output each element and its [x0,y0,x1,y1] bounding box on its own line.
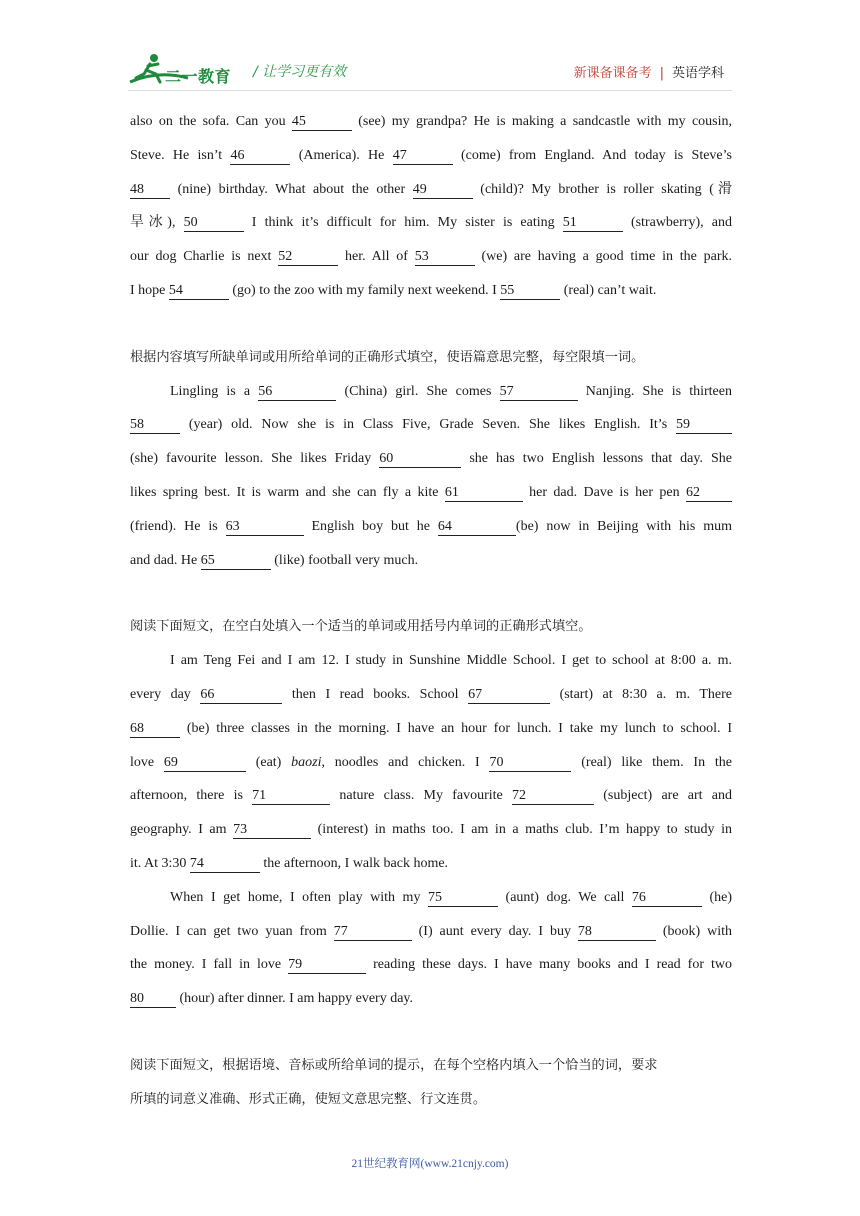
passage-line: it. At 3:30 74 the afternoon, I walk back home. [130,855,449,871]
passage-line: every day 66 then I read books. School 67 (start) at 8:30 a. m. There [130,686,733,702]
answer-blank[interactable]: 77 [334,924,412,941]
answer-blank[interactable]: 72 [512,788,594,805]
answer-blank[interactable]: 76 [632,890,702,907]
answer-blank[interactable]: 51 [563,215,623,232]
passage-line: 旱冰), 50 I think it’s difficult for him. My sister is eating 51 (strawberry), and [130,215,732,231]
passage-line: (she) favourite lesson. She likes Friday 60 she has two English lessons that day. She [130,451,732,467]
course-label: 新课备课备考 [573,66,652,81]
passage-line: 58 (year) old. Now she is in Class Five, Grade Seven. She likes English. It’s 59 [130,408,732,442]
passage-line: and dad. He 65 (like) football very much. [130,552,419,568]
passage-line: When I get home, I often play with my 75 (aunt) dog. We call 76 (he) [170,889,732,905]
answer-blank[interactable]: 60 [379,451,461,468]
answer-blank[interactable]: 64 [438,519,516,536]
answer-blank[interactable]: 61 [445,485,523,502]
answer-blank[interactable]: 56 [258,384,336,401]
passage-line: 80 (hour) after dinner. I am happy every day. [130,991,413,1007]
answer-blank[interactable]: 68 [130,721,180,738]
section-instruction: 阅读下面短文，根据语境、音标或所给单词的提示，在每个空格内填入一个恰当的词，要求 [130,1057,658,1073]
page-header [0,0,860,100]
passage-line: Dollie. I can get two yuan from 77 (I) aunt every day. I buy 78 (book) with [130,923,732,939]
logo-text: 二一教育 [165,67,232,86]
section-instruction: 根据内容填写所缺单词或用所给单词的正确形式填空，使语篇意思完整，每空限填一词。 [130,349,645,365]
answer-blank[interactable]: 78 [578,924,656,941]
answer-blank[interactable]: 65 [201,553,271,570]
passage-line: love 69 (eat) baozi, noodles and chicken. I 70 (real) like them. In the [130,754,732,770]
slogan: / 让学习更有效 [253,64,347,80]
passage-line: 68 (be) three classes in the morning. I have an hour for lunch. I take my lunch to school. I [130,720,732,736]
passage-line: geography. I am 73 (interest) in maths too. I am in a maths club. I’m happy to study in [130,822,732,838]
passage-line: I hope 54 (go) to the zoo with my family next weekend. I 55 (real) can’t wait. [130,282,657,298]
subject-label: 英语学科 [671,66,724,81]
header-separator: | [659,66,664,81]
passage-line: I am Teng Fei and I am 12. I study in Sunshine Middle School. I get to school at 8:00 a. m. [170,653,732,669]
answer-blank[interactable]: 63 [226,519,304,536]
passage-line: afternoon, there is 71 nature class. My favourite 72 (subject) are art and [130,788,732,804]
answer-blank[interactable]: 55 [500,283,560,300]
answer-blank[interactable]: 70 [489,755,571,772]
answer-blank[interactable]: 62 [686,485,732,502]
passage-line: also on the sofa. Can you 45 (see) my grandpa? He is making a sandcastle with my cousin, [130,114,733,129]
section-instruction: 所填的词意义准确、形式正确，使短文意思完整、行文连贯。 [130,1091,487,1107]
answer-blank[interactable]: 75 [428,890,498,907]
answer-blank[interactable]: 47 [393,148,453,165]
answer-blank[interactable]: 71 [252,788,330,805]
answer-blank[interactable]: 50 [184,215,244,232]
passage-line: likes spring best. It is warm and she can fly a kite 61 her dad. Dave is her pen 62 [130,476,732,510]
answer-blank[interactable]: 58 [130,417,180,434]
answer-blank[interactable]: 74 [190,856,260,873]
answer-blank[interactable]: 67 [468,687,550,704]
answer-blank[interactable]: 53 [415,249,475,266]
answer-blank[interactable]: 59 [676,417,732,434]
passage-line: Lingling is a 56 (China) girl. She comes 57 Nanjing. She is thirteen [170,383,732,399]
answer-blank[interactable]: 49 [413,182,473,199]
answer-blank[interactable]: 52 [278,249,338,266]
passage-line: Steve. He isn’t 46 (America). He 47 (come) from England. And today is Steve’s [130,147,732,163]
passage-line: 48 (nine) birthday. What about the other 49 (child)? My brother is roller skating (滑 [130,181,732,197]
answer-blank[interactable]: 45 [292,114,352,131]
answer-blank[interactable]: 69 [164,755,246,772]
answer-blank[interactable]: 48 [130,182,170,199]
document-body [130,105,732,1117]
answer-blank[interactable]: 73 [233,822,311,839]
answer-blank[interactable]: 57 [500,384,578,401]
answer-blank[interactable]: 80 [130,991,176,1008]
passage-line: the money. I fall in love 79 reading these days. I have many books and I read for two [130,957,732,973]
answer-blank[interactable]: 79 [288,957,366,974]
header-right [574,62,724,81]
answer-blank[interactable]: 66 [200,687,282,704]
answer-blank[interactable]: 54 [169,283,229,300]
passage-line: our dog Charlie is next 52 her. All of 53 (we) are having a good time in the park. [130,249,733,265]
footer-source: 21世纪教育网(www.21cnjy.com) [351,1158,509,1170]
passage-line: (friend). He is 63 English boy but he 64 (be) now in Beijing with his mum [130,518,732,534]
section-instruction: 阅读下面短文，在空白处填入一个适当的单词或用括号内单词的正确形式填空。 [130,619,592,635]
answer-blank[interactable]: 46 [230,148,290,165]
header-divider [128,90,732,91]
